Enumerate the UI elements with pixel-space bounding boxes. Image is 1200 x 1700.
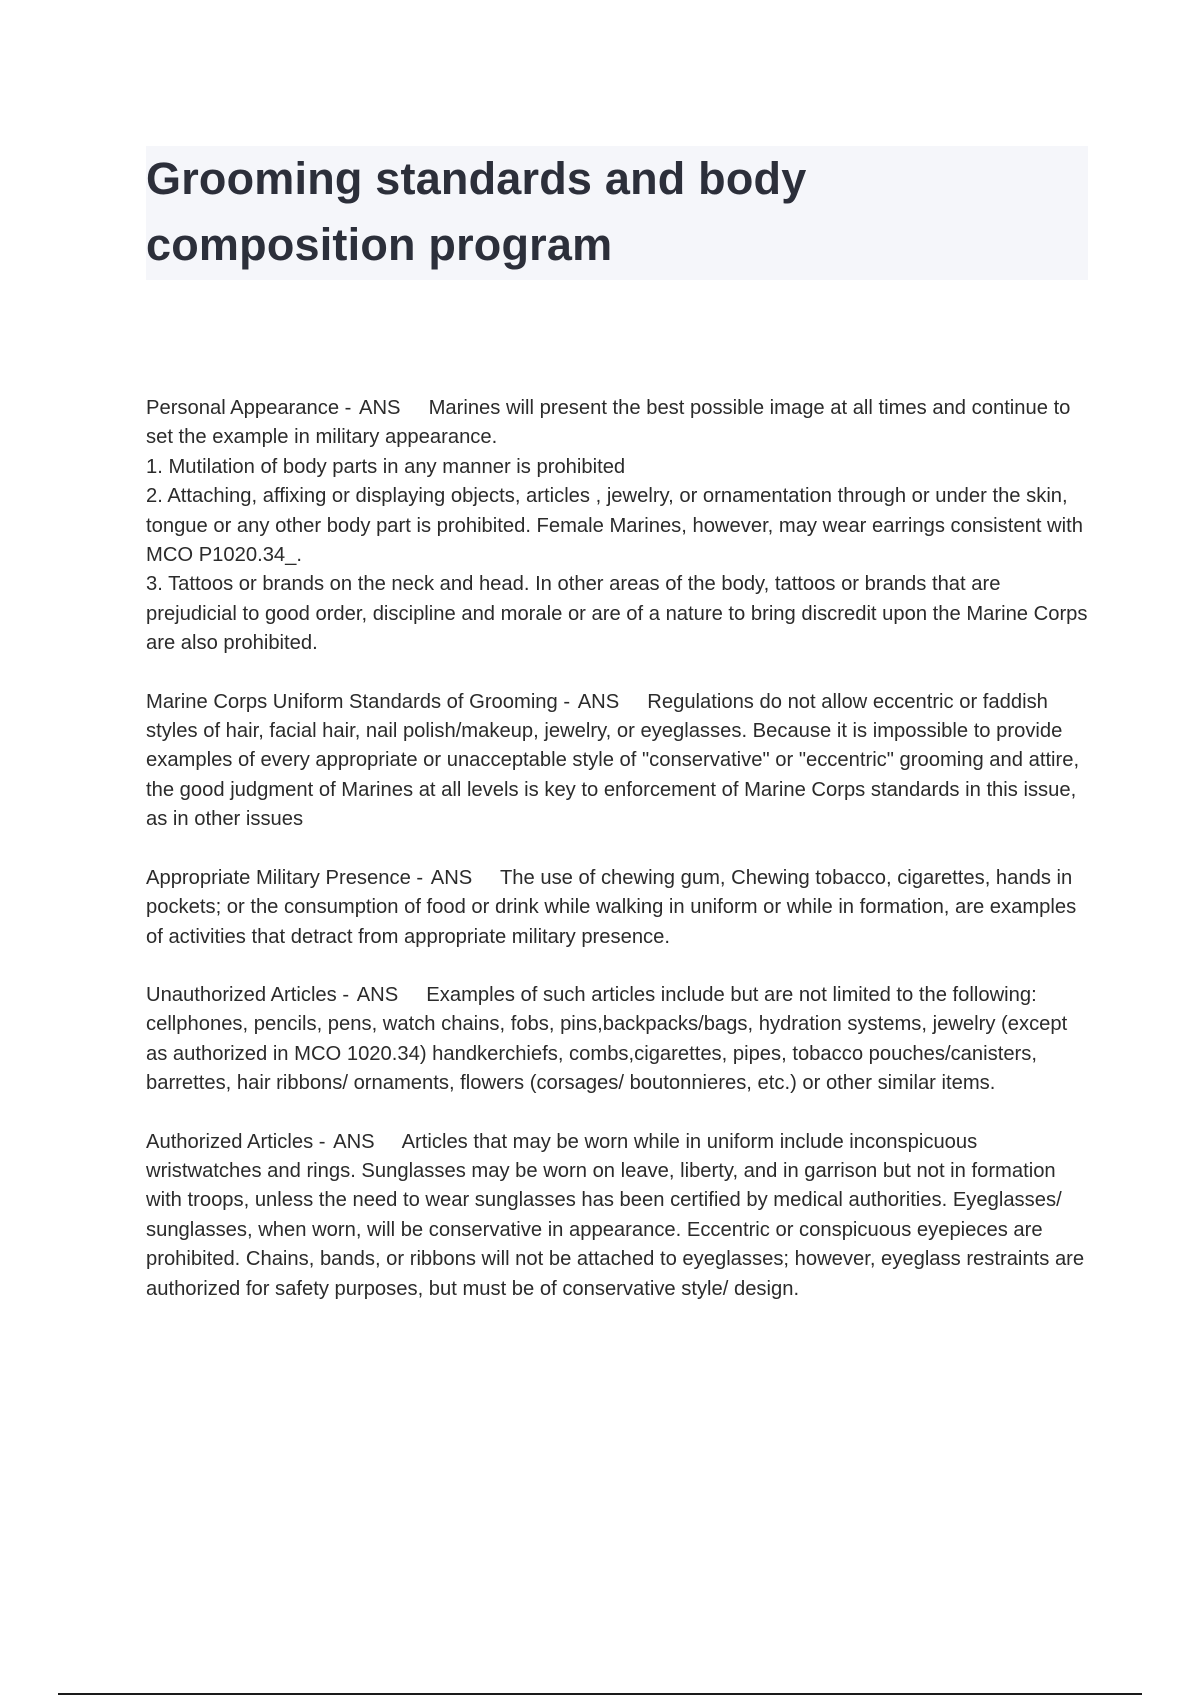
- page-title: Grooming standards and body composition program: [146, 153, 807, 270]
- entry-term: Personal Appearance -: [146, 397, 357, 419]
- qa-entry-uniform-standards-of-grooming: [146, 688, 1091, 835]
- entry-answer-line: Regulations do not allow eccentric or faddish styles of hair, facial hair, nail polish/makeup, jewelry, or eyeglasses. Because it is impossible to provide examples of every appropriate or unacceptable style of "conservative" or "eccentric" grooming and attire, the good judgment of Marines at all levels is key to enforcement of Marine Corps standards in this issue, as in other issues: [146, 690, 1080, 831]
- footer-divider: [58, 1693, 1142, 1695]
- entry-term: Marine Corps Uniform Standards of Grooming -: [146, 691, 576, 713]
- entry-answer-line: Examples of such articles include but are not limited to the following: cellphones, pencils, pens, watch chains, fobs, pins,backpacks/bags, hydration systems, jewelry (except as authorized in MCO 1020.34) handkerchiefs, combs,cigarettes, pipes, tobacco pouches/canisters, barrettes, hair ribbons/ ornaments, flowers (corsages/ boutonnieres, etc.) or other similar items.: [146, 983, 1068, 1095]
- qa-entry-unauthorized-articles: [146, 981, 1091, 1099]
- entry-term: Appropriate Military Presence -: [146, 867, 429, 889]
- title-banner: [146, 146, 1088, 280]
- entry-answer-line: 1. Mutilation of body parts in any manner is prohibited: [146, 455, 626, 478]
- ans-marker: ANS: [333, 1130, 375, 1153]
- qa-entry-appropriate-military-presence: [146, 864, 1091, 952]
- qa-entry-authorized-articles: [146, 1128, 1091, 1304]
- entry-answer-line: 2. Attaching, affixing or displaying objects, articles , jewelry, or ornamentation through or under the skin, tongue or any other body part is prohibited. Female Marines, however, may wear earrings consistent with MCO P1020.34_.: [146, 485, 1083, 567]
- entry-term: Authorized Articles -: [146, 1131, 331, 1153]
- entry-term: Unauthorized Articles -: [146, 984, 355, 1006]
- ans-marker: ANS: [430, 866, 473, 889]
- entry-answer-line: 3. Tattoos or brands on the neck and head. In other areas of the body, tattoos or brands that are prejudicial to good order, discipline and morale or are of a nature to bring discredit upon the Marine Corps are also prohibited.: [146, 573, 1088, 655]
- qa-entry-personal-appearance: [146, 394, 1091, 659]
- ans-marker: ANS: [359, 397, 401, 419]
- entry-answer-line: Articles that may be worn while in uniform include inconspicuous wristwatches and rings. Sunglasses may be worn on leave, liberty, and in garrison but not in formation with troops, unless the need to wear sunglasses has been certified by medical authorities. Eyeglasses/ sunglasses, when worn, will be conservative in appearance. Eccentric or conspicuous eyepieces are prohibited. Chains, bands, or ribbons will not be attached to eyeglasses; however, eyeglass restraints are authorized for safety purposes, but must be of conservative style/ design.: [146, 1130, 1085, 1300]
- qa-list: [146, 394, 1091, 1333]
- entry-answer-line: Marines will present the best possible image at all times and continue to set the example in military appearance.: [146, 397, 1071, 449]
- entry-answer-line: The use of chewing gum, Chewing tobacco, cigarettes, hands in pockets; or the consumption of food or drink while walking in uniform or while in formation, are examples of activities that detract from appropriate military presence.: [146, 866, 1077, 948]
- ans-marker: ANS: [577, 690, 620, 713]
- ans-marker: ANS: [356, 983, 399, 1006]
